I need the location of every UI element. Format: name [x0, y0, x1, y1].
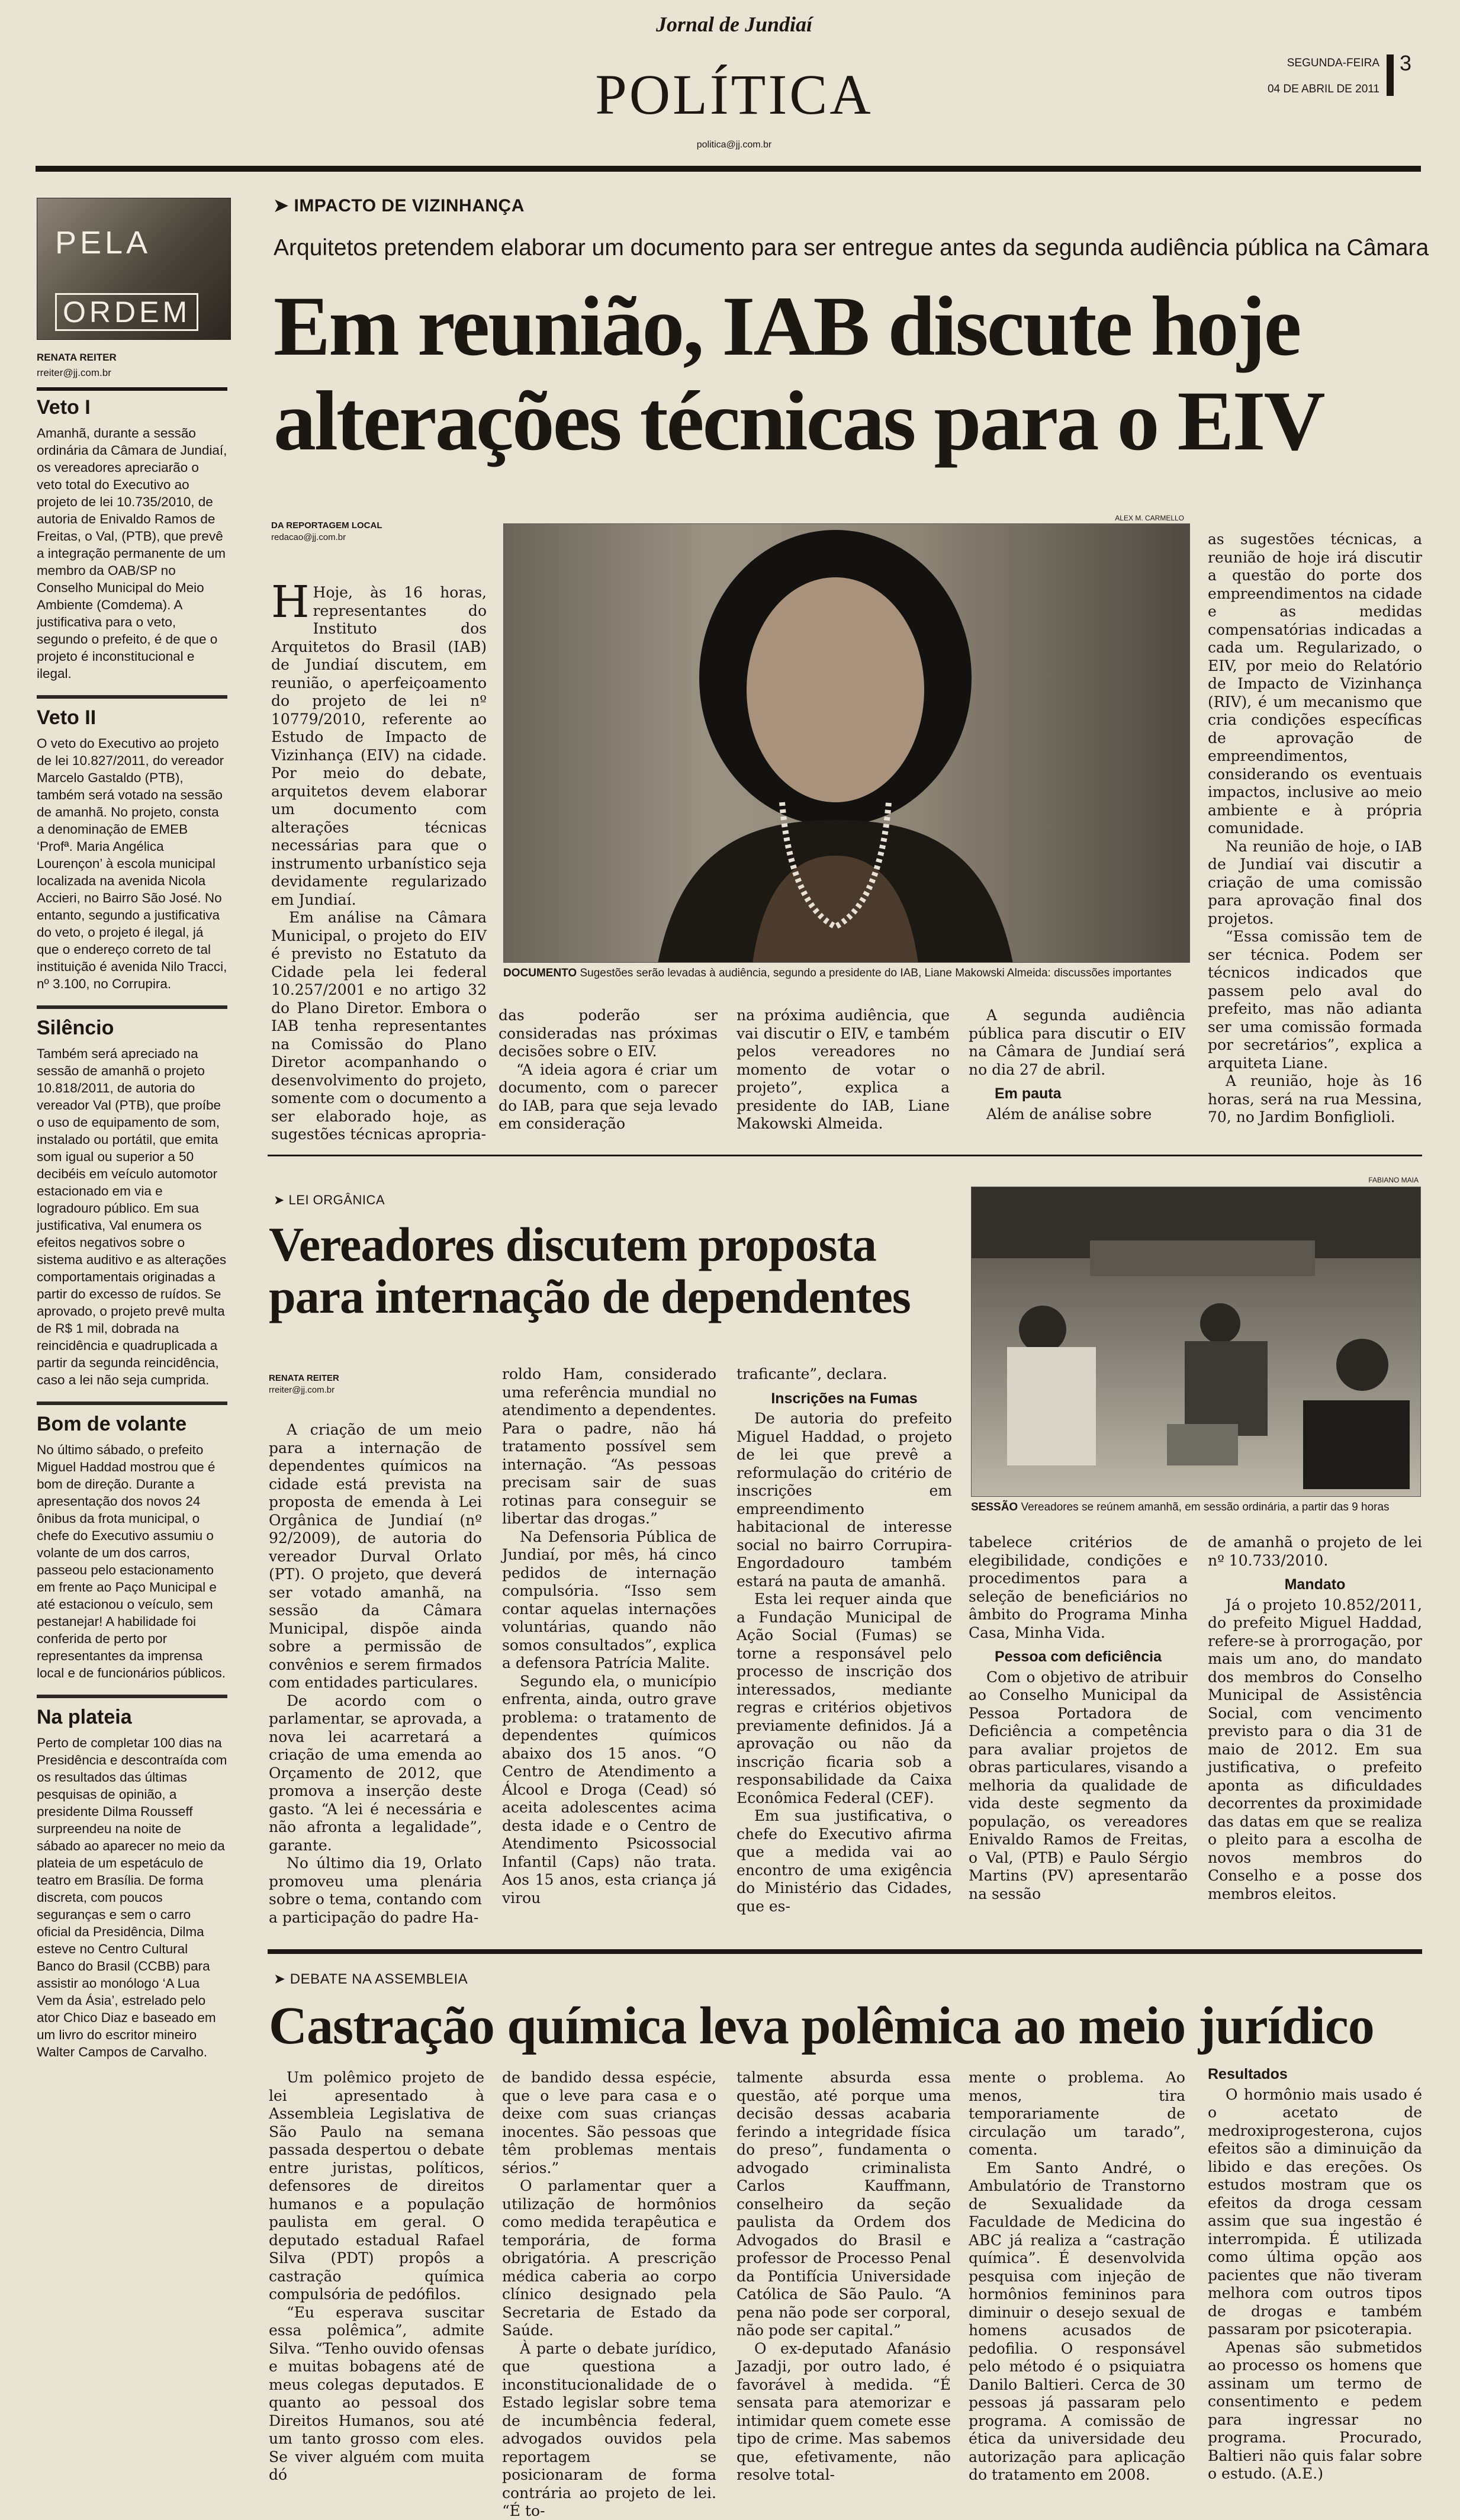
article1-col1 [271, 577, 487, 1144]
note-veto-i [37, 396, 227, 699]
article2-col5 [1208, 1534, 1422, 1903]
paragraph: das poderão ser consideradas nas próximas decisões sobre o EIV. [499, 1007, 718, 1060]
article2-col3 [737, 1365, 952, 1915]
page-number-rule [1387, 54, 1394, 96]
column-top-rule [37, 387, 227, 391]
paragraph: Em análise na Câmara Municipal, o projeto do EIV é previsto no Estatuto da Cidade pela lei federal 10.257/2001 e no artigo 32 do Plano Diretor. Embora o IAB tenha representantes na Comissão do Plano Diretor acompanhando o desenvolvimento do projeto, somente com o documento a ser elaborado hoje, as sugestões técnicas apropria- [271, 909, 487, 1143]
paragraph: tabelece critérios de elegibilidade, condições e procedimentos para a seleção de beneficiários no âmbito do Programa Minha Casa, Minha Vida. [969, 1534, 1188, 1641]
note-divider [37, 1695, 227, 1698]
article1-photo-credit: ALEX M. CARMELLO [1115, 514, 1184, 522]
paragraph: traficante”, declara. [737, 1365, 887, 1383]
article1-col4 [969, 1007, 1185, 1123]
column-email: rreiter@jj.com.br [37, 367, 111, 378]
column-name-bottom: ORDEM [55, 293, 198, 331]
note-title: Veto I [37, 396, 91, 419]
headline-line: Vereadores discutem proposta [269, 1217, 876, 1271]
paragraph: Na reunião de hoje, o IAB de Jundiaí vai discutir a criação de uma comissão para aprovação final dos projetos. [1208, 837, 1422, 927]
article3-col4 [969, 2069, 1185, 2484]
article3-col2 [502, 2069, 716, 2520]
portrait-icon [504, 524, 1190, 963]
subheading: Pessoa com deficiência [994, 1648, 1162, 1665]
note-divider [37, 1005, 227, 1009]
column-author: RENATA REITER [37, 352, 117, 363]
paragraph: A criação de um meio para a internação de dependentes químicos na cidade está prevista na proposta de emenda à Lei Orgânica de Jundiaí (nº 92/2009), de autoria do vereador Durval Orlato (PT). O projeto, que deverá ser votado amanhã, na sessão da Câmara Municipal, dispõe ainda sobre a permissão de convênios e serem firmados com entidades particulares. [269, 1421, 482, 1691]
note-title: Bom de volante [37, 1413, 187, 1435]
article3-col5 [1208, 2065, 1422, 2483]
note-na-plateia [37, 1706, 227, 2061]
article2-photo-credit: FABIANO MAIA [1368, 1176, 1419, 1184]
paragraph: “A ideia agora é criar um documento, com o parecer do IAB, para que seja levado em consideração [499, 1060, 718, 1132]
article2-col4 [969, 1534, 1188, 1903]
caption-label: DOCUMENTO [503, 967, 577, 979]
date: 04 DE ABRIL DE 2011 [1267, 83, 1379, 95]
paragraph: De autoria do prefeito Miguel Haddad, o projeto de lei que prevê a reformulação do critério de inscrições em empreendimento habitacional de interesse social no bairro Corrupira-Engordadouro também estará na pauta de amanhã. [737, 1410, 952, 1590]
article1-bottom-rule [268, 1155, 1422, 1156]
weekday: SEGUNDA-FEIRA [1287, 57, 1379, 69]
paragraph: Um polêmico projeto de lei apresentado à Assembleia Legislativa de São Paulo na semana passada despertou o debate entre juristas, políticos, defensores de direitos humanos e a população paulista em geral. O deputado estadual Rafael Silva (PDT) propôs a castração química compulsória de pedófilos. [269, 2069, 484, 2303]
arrow-icon: ➤ [274, 1971, 290, 1987]
article2-headline [269, 1219, 956, 1323]
column-notes [37, 396, 227, 2061]
arrow-icon: ➤ [274, 196, 294, 216]
article1-deck: Arquitetos pretendem elaborar um documento para ser entregue antes da segunda audiência pública na Câmara [274, 235, 1429, 261]
caption-label: SESSÃO [971, 1501, 1018, 1513]
paragraph: À parte o debate jurídico, que questiona a inconstitucionalidade de o Estado legislar sobre tema de incumbência federal, advogados ouvidos pela reportagem se posicionaram de forma contrária ao projeto de lei. “É to- [502, 2339, 716, 2519]
paragraph: O hormônio mais usado é o acetato de medroxiprogesterona, cujos efeitos são a diminuição da libido e das ereções. Os estudos mostram que os efeitos da droga cessam assim que sua ingestão é interrompida. É utilizada como última opção aos pacientes que não tiveram melhora com outros tipos de drogas e também passaram por psicoterapia. [1208, 2085, 1422, 2338]
article2-bottom-rule [268, 1949, 1422, 1954]
paragraph: O ex-deputado Afanásio Jazadji, por outro lado, é favorável à medida. “É sensata para atemorizar e intimidar quem comete esse tipo de crime. Mas sabemos que, efetivamente, não resolve total- [737, 2339, 951, 2483]
subheading: Em pauta [995, 1085, 1062, 1102]
paragraph: Na Defensoria Pública de Jundiaí, por mês, há cinco pedidos de internação compulsória. “Isso sem contar aquelas internações voluntárias, quando não somos consultados”, explica a defensora Patrícia Malite. [502, 1528, 716, 1672]
section-title: POLÍTICA [595, 63, 873, 126]
note-text: Perto de completar 100 dias na Presidência e descontraída com os resultados das últimas pesquisas de opinião, a presidente Dilma Rousseff surpreendeu na noite de sábado ao aparecer no meio da plateia de um espetáculo de teatro em Brasília. De forma discreta, com poucos seguranças e sem o carro oficial da Presidência, Dilma esteve no Centro Cultural Banco do Brasil (CCBB) para assistir ao monólogo ‘A Lua Vem da Ásia’, estrelado pelo ator Chico Diaz e baseado em um livro do escritor mineiro Walter Campos de Carvalho. [37, 1735, 227, 2059]
note-bom-de-volante [37, 1413, 227, 1698]
section-email: politica@jj.com.br [696, 140, 772, 150]
council-session-icon [972, 1187, 1421, 1497]
masthead-rule [36, 166, 1421, 172]
paragraph: Em sua justificativa, o chefe do Executivo afirma que a medida vai ao encontro de uma exigência do Ministério das Cidades, que es- [737, 1807, 952, 1915]
paragraph: De acordo com o parlamentar, se aprovada, a nova lei acarretará a criação de uma emenda ao Orçamento de 2012, que promova a inserção deste gasto. “A lei é necessária e não afronta a legalidade”, garante. [269, 1692, 482, 1854]
paragraph: de bandido dessa espécie, que o leve para casa e o deixe com suas crianças inocentes. São pessoas que têm problemas mentais sérios.” [502, 2069, 716, 2177]
article1-col3 [737, 1007, 950, 1133]
paragraph: H Hoje, às 16 horas, representantes do Instituto dos Arquitetos do Brasil (IAB) de Jundiaí discutem, em reunião, o aperfeiçoamento do projeto de lei nº 10779/2010, referente ao Estudo de Impacto de Vizinhança (EIV) na cidade. Por meio do debate, arquitetos devem elaborar um documento com alterações técnicas necessárias para que o instrumento urbanístico seja devidamente regularizado em Jundiaí. [271, 577, 487, 908]
byline-email: rreiter@jj.com.br [269, 1385, 335, 1395]
page-number: 3 [1400, 51, 1412, 75]
paragraph: A segunda audiência pública para discutir o EIV na Câmara de Jundiaí será no dia 27 de abril. [969, 1007, 1185, 1078]
paragraph: O parlamentar quer a utilização de hormônios como medida terapêutica e temporária, de forma obrigatória. A prescrição médica caberia ao corpo clínico designado pela Secretaria de Estado da Saúde. [502, 2177, 716, 2339]
byline-name: RENATA REITER [269, 1373, 339, 1383]
note-title: Veto II [37, 706, 97, 729]
paragraph: Em Santo André, o Ambulatório de Transtorno de Sexualidade da Faculdade de Medicina do ABC já realiza a “castração química”. É desenvolvida pesquisa com injeção de hormônios femininos para diminuir o desejo sexual de homens acusados de pedofilia. O responsável pelo método é o psiquiatra Danilo Baltieri. Cerca de 30 pessoas já passaram pelo programa. A comissão de ética da universidade deu autorização para aplicação do tratamento em 2008. [969, 2159, 1185, 2483]
byline-name: DA REPORTAGEM LOCAL [271, 520, 382, 531]
paragraph: Apenas são submetidos ao processo os homens que assinam um termo de consentimento e pedem para ingressar no programa. Procurado, Baltieri não quis falar sobre o estudo. (A.E.) [1208, 2338, 1422, 2482]
paragraph: Com o objetivo de atribuir ao Conselho Municipal da Pessoa Portadora de Deficiência a competência para avaliar projetos de obras particulares, visando a melhoria da qualidade de vida deste segmento da população, os vereadores Enivaldo Ramos de Freitas, o Val, (PTB) e Paulo Sérgio Martins (PV) apresentarão na sessão [969, 1668, 1188, 1902]
column-logo [37, 198, 231, 340]
article3-kicker: ➤ DEBATE NA ASSEMBLEIA [274, 1971, 468, 1987]
paragraph: na próxima audiência, que vai discutir o EIV, e também pelos vereadores no momento de votar o projeto”, explica a presidente do IAB, Liane Makowski Almeida. [737, 1007, 950, 1132]
note-title: Silêncio [37, 1017, 114, 1039]
paragraph: as sugestões técnicas, a reunião de hoje irá discutir a questão do porte dos empreendimentos na cidade e as medidas compensatórias indicadas a cada um. Regularizado, o EIV, por meio do Relatório de Impacto de Vizinhança (RIV), é um mecanismo que cria condições específicas de aprovação de empreendimentos, considerando os eventuais impactos, inclusive ao meio ambiente e à própria comunidade. [1208, 531, 1422, 837]
article2-col1 [269, 1421, 482, 1927]
paper-name: Jornal de Jundiaí [655, 12, 813, 36]
caption-text: Vereadores se reúnem amanhã, em sessão ordinária, a partir das 9 horas [1021, 1501, 1390, 1513]
article1-photo [503, 523, 1190, 963]
article3-headline: Castração química leva polêmica ao meio jurídico [269, 1997, 1374, 2055]
article2-byline [269, 1372, 482, 1396]
paragraph: de amanhã o projeto de lei nº 10.733/2010. [1208, 1534, 1422, 1569]
byline-email: redacao@jj.com.br [271, 532, 346, 542]
note-silencio [37, 1017, 227, 1405]
note-divider [37, 1402, 227, 1405]
note-text: Amanhã, durante a sessão ordinária da Câmara de Jundiaí, os vereadores apreciarão o veto total do Executivo ao projeto de lei 10.735/2010, de autoria de Enivaldo Ramos de Freitas, o Val, (PTB), que prevê a integração permanente de um membro da OAB/SP no Conselho Municipal do Meio Ambiente (Comdema). A justificativa para o veto, segundo o prefeito, é de que o projeto é inconstitucional e ilegal. [37, 426, 227, 681]
article2-col2 [502, 1365, 716, 1907]
article3-col3 [737, 2069, 951, 2484]
arrow-icon: ➤ [274, 1192, 289, 1207]
article1-col5 [1208, 531, 1422, 1127]
drop-cap: H [271, 577, 310, 628]
note-divider [37, 695, 227, 699]
caption-text: Sugestões serão levadas à audiência, segundo a presidente do IAB, Liane Makowski Almeida: discussões importantes [580, 967, 1172, 979]
article3-col1 [269, 2069, 484, 2484]
article2-caption [971, 1500, 1427, 1515]
paragraph: Segundo ela, o município enfrenta, ainda, outro grave problema: o tratamento de dependentes químicos abaixo dos 15 anos. “O Centro de Atendimento a Álcool e Droga (Cead) só aceita adolescentes acima desta idade e o Centro de Atendimento Psicossocial Infantil (Caps) não trata. Aos 15 anos, esta criança já virou [502, 1672, 716, 1907]
article1-caption [503, 966, 1196, 981]
paragraph: Esta lei requer ainda que a Fundação Municipal de Ação Social (Fumas) se torne a responsável pelo processo de inscrição dos interessados, mediante regras e critérios objetivos previamente definidos. Já a aprovação ou não da inscrição ficaria sob a responsabilidade da Caixa Econômica Federal (CEF). [737, 1590, 952, 1807]
paragraph: Já o projeto 10.852/2011, do prefeito Miguel Haddad, refere-se à prorrogação, por mais um ano, do mandato dos membros do Conselho Municipal de Assistência Social, com vencimento previsto para o dia 31 de maio de 2012. Em sua justificativa, o prefeito aponta as dificuldades decorrentes da proximidade das datas em que se realiza o pleito para a escolha de novos membros do Conselho e a posse dos membros eleitos. [1208, 1596, 1422, 1902]
headline-line: para internação de dependentes [269, 1269, 911, 1323]
paragraph: A reunião, hoje às 16 horas, será na rua Messina, 70, no Jardim Bonfiglioli. [1208, 1072, 1422, 1126]
paragraph: “Eu esperava suscitar essa polêmica”, admite Silva. “Tenho ouvido ofensas e muitas bobagens até de meus colegas deputados. E quanto ao pessoal dos Direitos Humanos, sou até um tanto grosso com eles. Se viver alguém com muita dó [269, 2303, 484, 2483]
article1-byline [271, 520, 484, 544]
paragraph: mente o problema. Ao menos, tira temporariamente de circulação um tarado”, comenta. [969, 2069, 1185, 2158]
subheading: Inscrições na Fumas [771, 1390, 918, 1407]
article2-kicker: ➤ LEI ORGÂNICA [274, 1192, 385, 1207]
note-title: Na plateia [37, 1706, 132, 1728]
paragraph: roldo Ham, considerado uma referência mundial no atendimento a dependentes. Para o padre, não há tratamento possível sem internação. “As pessoas precisam sair de suas rotinas para conseguir se libertar das drogas.” [502, 1365, 716, 1527]
paragraph: talmente absurda essa questão, até porque uma decisão dessas acabaria ferindo a integridade física do preso”, fundamenta o advogado criminalista Carlos Kauffmann, conselheiro da seção paulista da Ordem dos Advogados do Brasil e professor de Processo Penal da Pontifícia Universidade Católica de São Paulo. “A pena não pode ser corporal, não pode ser capital.” [737, 2069, 951, 2339]
note-veto-ii [37, 706, 227, 1009]
headline-line: alterações técnicas para o EIV [274, 374, 1324, 468]
subheading: Resultados [1208, 2066, 1288, 2082]
subheading: Mandato [1284, 1576, 1346, 1593]
article1-kicker: ➤ IMPACTO DE VIZINHANÇA [274, 196, 525, 216]
article1-col2 [499, 1007, 718, 1133]
note-text: O veto do Executivo ao projeto de lei 10.827/2011, do vereador Marcelo Gastaldo (PTB), também será votado na sessão de amanhã. No projeto, consta a denominação de EMEB ‘Profª. Maria Angélica Lourençon’ à escola municipal localizada na avenida Nicola Accieri, no Bairro São José. No entanto, segundo a justificativa do veto, o projeto é ilegal, já que o endereço correto de tal instituição é avenida Nilo Tracci, nº 3.100, no Corrupira. [37, 736, 227, 991]
note-text: No último sábado, o prefeito Miguel Haddad mostrou que é bom de direção. Durante a apresentação dos novos 24 ônibus da frota municipal, o chefe do Executivo assumiu o volante de um dos carros, passeou pelo estacionamento em frente ao Paço Municipal e até estacionou o veículo, sem pestanejar! A habilidade foi conferida de perto por representantes da imprensa local e de funcionários públicos. [37, 1442, 226, 1680]
paragraph: “Essa comissão tem de ser técnica. Podem ser técnicos indicados que passem pelo aval do prefeito, mas não adianta ser uma comissão formada por secretários”, explica a arquiteta Liane. [1208, 928, 1422, 1072]
article1-headline [274, 279, 1434, 469]
paragraph: No último dia 19, Orlato promoveu uma plenária sobre o tema, contando com a participação do padre Ha- [269, 1854, 482, 1926]
paragraph: Além de análise sobre [986, 1105, 1152, 1123]
column-name-top: PELA [55, 225, 152, 261]
note-text: Também será apreciado na sessão de amanhã o projeto 10.818/2011, de autoria do vereador Val (PTB), que proíbe o uso de equipamento de som, instalado ou portátil, que emita som igual ou superior a 50 decibéis em veículo automotor estacionado em via e logradouro público. Em sua justificativa, Val enumera os efeitos negativos sobre o sistema auditivo e as alterações comportamentais originadas a partir do excesso de ruídos. Se aprovado, o projeto prevê multa de R$ 1 mil, dobrada na reincidência e quadruplicada a partir da segunda reincidência, caso a lei não seja cumprida. [37, 1046, 227, 1387]
article2-photo [971, 1187, 1421, 1497]
headline-line: Em reunião, IAB discute hoje [274, 279, 1300, 374]
